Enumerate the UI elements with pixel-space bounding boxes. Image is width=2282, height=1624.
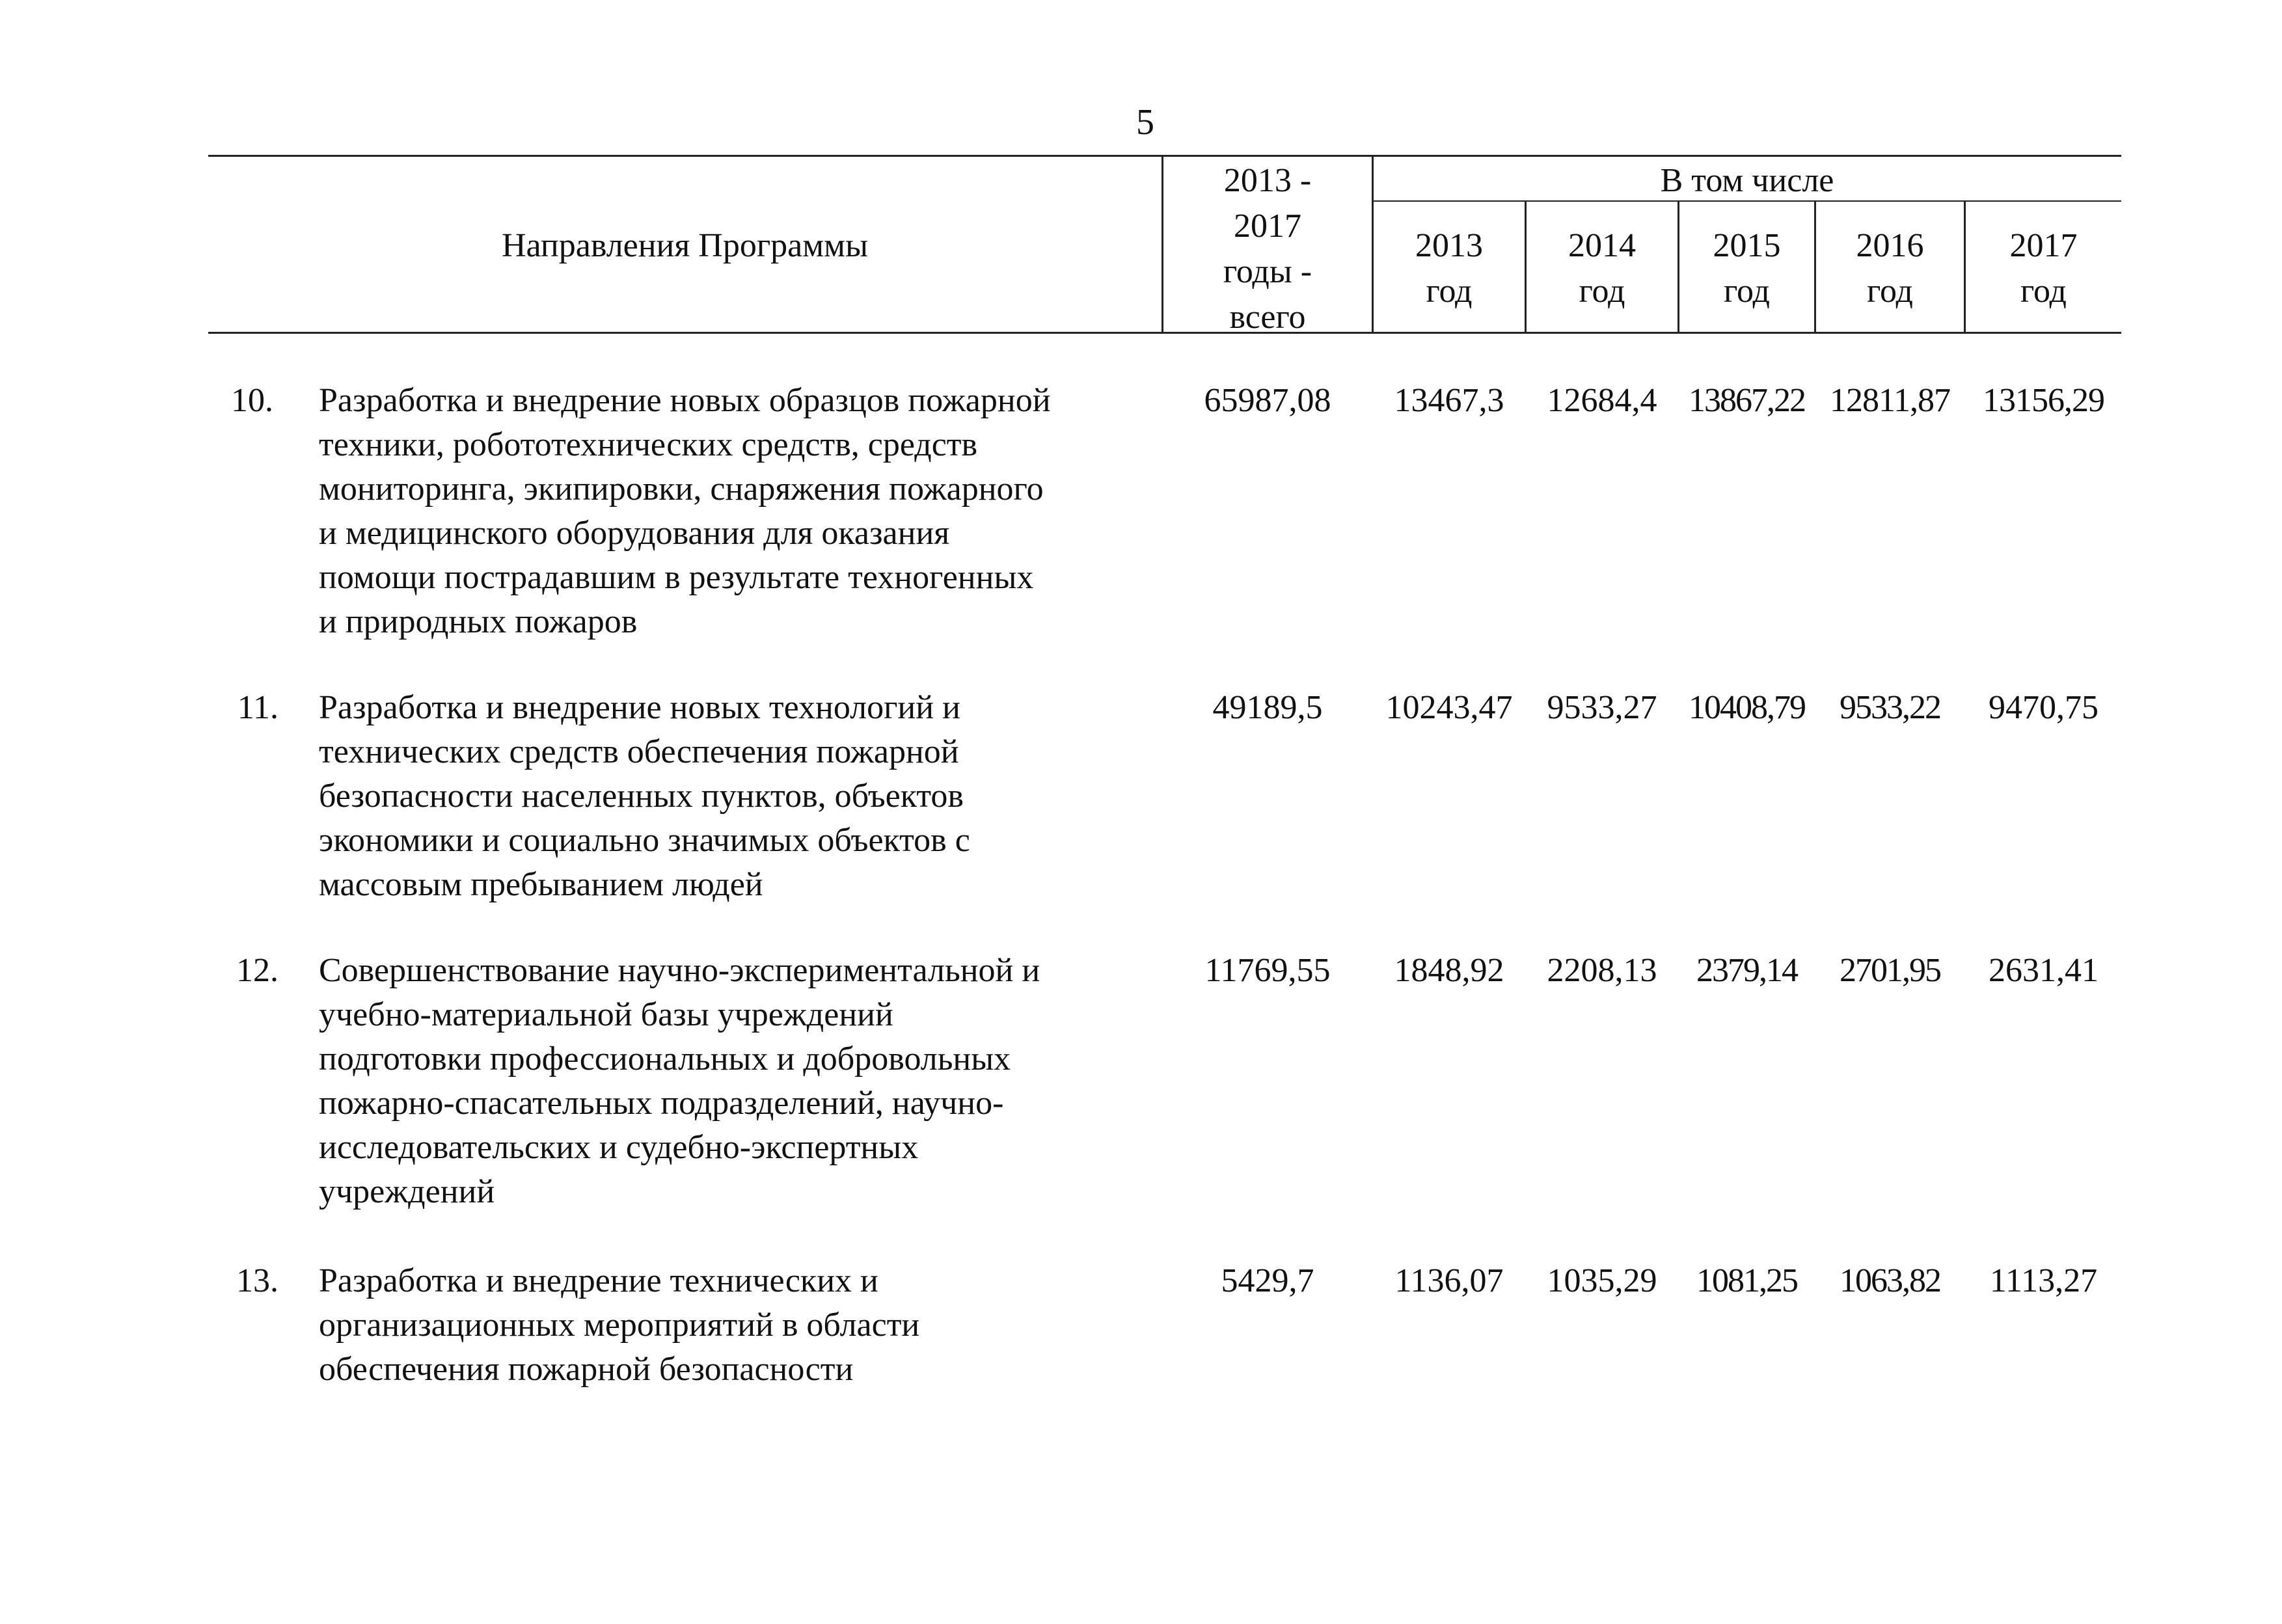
value-2017: 13156,29 <box>1983 382 2104 419</box>
value-total: 11769,55 <box>1204 952 1331 989</box>
value-total: 65987,08 <box>1204 382 1331 419</box>
value-2013: 1848,92 <box>1394 952 1504 989</box>
year-header-2014: 2014 год <box>1568 227 1636 310</box>
row-number: 12. <box>236 952 278 989</box>
row-description: Совершенствование научно-экспериментальной и учебно-материальной базы учреждений подготовки профессиональных и добровольных пожарно-спасательных подразделений, научно- исследовательских и судебно-экспертных учреждений <box>319 952 1040 1210</box>
value-2017: 1113,27 <box>1989 1262 2098 1299</box>
total-header-line: всего <box>1229 299 1306 336</box>
value-2014: 9533,27 <box>1547 689 1657 726</box>
value-2014: 1035,29 <box>1547 1262 1657 1299</box>
row-description: Разработка и внедрение новых образцов пожарной техники, робототехнических средств, средств мониторинга, экипировки, снаряжения пожарного и медицинского оборудования для оказания помощи пострадавшим в результате техногенных и природных пожаров <box>319 382 1051 640</box>
value-2015: 1081,25 <box>1696 1262 1797 1299</box>
value-2016: 2701,95 <box>1840 952 1940 989</box>
header-top-rule <box>208 155 2121 157</box>
value-2015: 2379,14 <box>1696 952 1797 989</box>
value-total: 5429,7 <box>1221 1262 1314 1299</box>
total-header-line: 2017 <box>1234 208 1301 245</box>
value-2013: 1136,07 <box>1394 1262 1504 1299</box>
value-2015: 13867,22 <box>1689 382 1805 419</box>
year-header-2013: 2013 год <box>1415 227 1483 310</box>
total-header <box>1163 158 1372 340</box>
row-number: 13. <box>236 1262 278 1299</box>
row-description: Разработка и внедрение новых технологий и технических средств обеспечения пожарной безопасности населенных пунктов, объектов экономики и социально значимых объектов с массовым пребыванием людей <box>319 689 970 903</box>
row-description: Разработка и внедрение технических и организационных мероприятий в области обеспечения пожарной безопасности <box>319 1262 920 1388</box>
value-2016: 9533,22 <box>1840 689 1940 726</box>
including-header: В том числе <box>1660 162 1834 199</box>
year-header-2016: 2016 год <box>1856 227 1924 310</box>
row-number: 10. <box>231 382 273 419</box>
directions-header: Направления Программы <box>501 227 869 264</box>
value-2016: 12811,87 <box>1829 382 1951 419</box>
year-header-2017: 2017 год <box>2009 227 2078 310</box>
total-header-line: годы - <box>1223 253 1312 290</box>
year-header-2015: 2015 год <box>1713 227 1781 310</box>
page-number: 5 <box>1136 102 1154 142</box>
value-2017: 9470,75 <box>1989 689 2099 726</box>
value-total: 49189,5 <box>1212 689 1323 726</box>
value-2014: 2208,13 <box>1547 952 1657 989</box>
value-2015: 10408,79 <box>1689 689 1805 726</box>
value-2013: 10243,47 <box>1385 689 1513 726</box>
value-2013: 13467,3 <box>1394 382 1504 419</box>
total-header-line: 2013 - <box>1223 162 1312 199</box>
value-2017: 2631,41 <box>1989 952 2099 989</box>
value-2016: 1063,82 <box>1840 1262 1940 1299</box>
row-number: 11. <box>237 689 278 726</box>
value-2014: 12684,4 <box>1547 382 1657 419</box>
